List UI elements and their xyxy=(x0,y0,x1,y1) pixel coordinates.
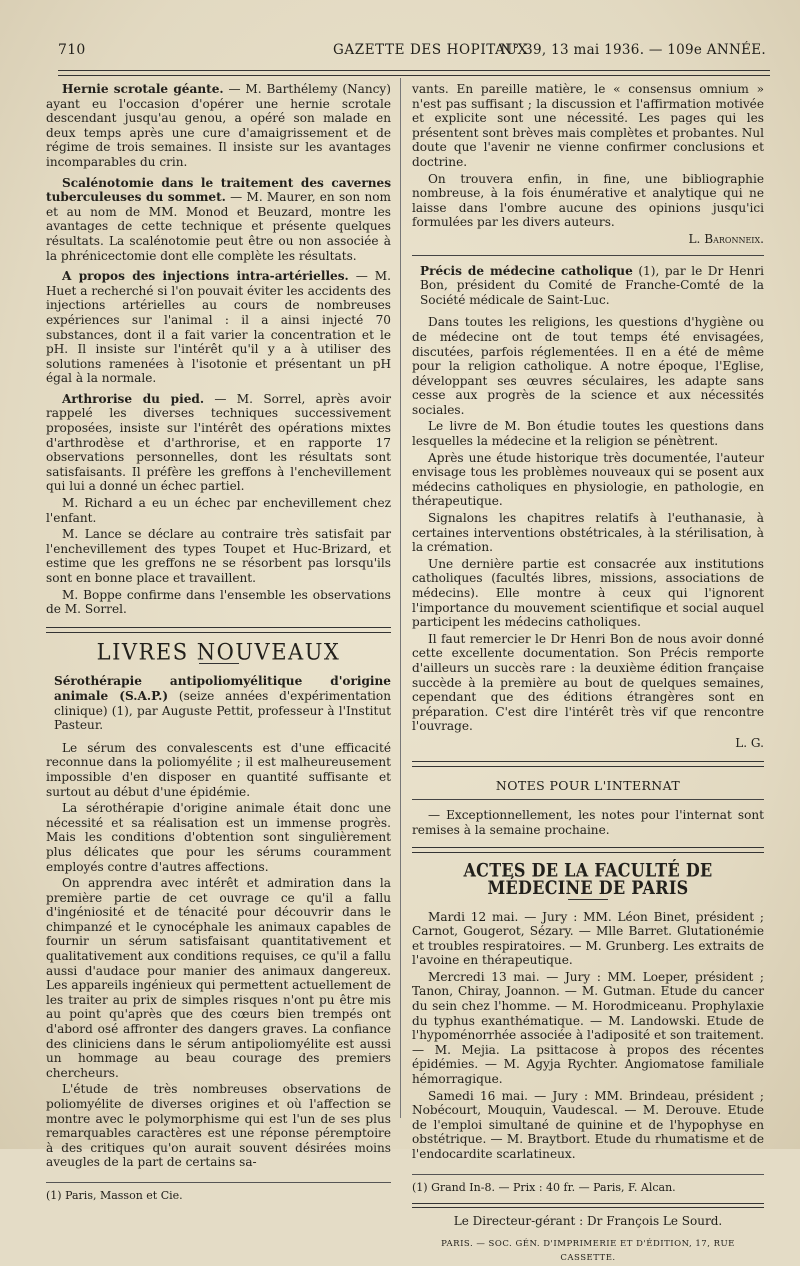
actes-samedi: Samedi 16 mai. — Jury : MM. Brindeau, président ; Nobécourt, Mouquin, Vaudescal. — M. Derouve. Etude de l'emploi simultané de quinine et de l'hypophyse en obstétrique. — M. Braytbort. Etude du rhumatisme et de l'endocardite scarlatineux. xyxy=(412,1088,764,1161)
actes-mardi: Mardi 12 mai. — Jury : MM. Léon Binet, président ; Carnot, Gougerot, Sézary. — Mlle Barret. Glutationémie et troubles respiratoires. — M. Grunberg. Les extraits de l'avoine en thérapeutique. xyxy=(412,909,764,968)
review-separator xyxy=(412,255,764,256)
precis-paragraph-1: Dans toutes les religions, les questions d'hygiène ou de médecine ont de tout temps été envisagées, discutées, parfois réglementées. Il en a été de même pour la religion catholique. A notre époque, l'Eglise, développant ses œuvres séculaires, les adapte sans cesse aux progrès de la science et aux nécessités sociales. xyxy=(412,315,764,417)
review-continuation-1: vants. En pareille matière, le « consensus omnium » n'est pas suffisant ; la discussion et l'affirmation motivée et explicite sont une nécessité. Les pages qui les présentent sont brèves mais complètes et probantes. Nul doute que l'avenir ne vienne confirmer conclusions et doctrine. xyxy=(412,82,764,169)
section-rule xyxy=(46,627,391,633)
book-paragraph-4: L'étude de très nombreuses observations de poliomyélite de diverses origines et où l'affection se montre avec le polymorphisme qui est l'un de ses plus remarquables caractères est une réponse péremptoire à des critiques qu'on aurait souvent désirées moins aveugles de la part de certains sa- xyxy=(46,1082,391,1170)
issue-info: N° 39, 13 mai 1936. — 109e ANNÉE. xyxy=(500,42,766,58)
column-divider xyxy=(400,78,401,1118)
report-injections: A propos des injections intra-artérielles. — M. Huet a recherché si l'on pouvait éviter les accidents des injections artérielles au cours de nombreuses expériences sur l'animal : il a ainsi injecté 70 substances, dont il a fait varier la concentration et le pH. Il insiste sur l'intérêt qu'il y a à utiliser des solutions ramenées à l'isotonie et présentant un pH égal à la normale. xyxy=(46,269,391,386)
book-paragraph-3: On apprendra avec intérêt et admiration dans la première partie de cet ouvrage ce qu'il a fallu d'ingéniosité et de ténacité pour découvrir dans le chimpanzé et le cynocéphale les animaux capables de fournir un sérum satisfaisant quantitativement et qualitativement aux conditions requises, ce qu'il a fallu aussi d'audace pour manier des animaux dangereux. Les appareils ingénieux qui permettent actuellement de les traiter au prix de simples risques n'ont pu être mis au point qu'après que des cœurs bien trempés ont d'abord osé affronter des dangers graves. La confiance des cliniciens dans le sérum antipoliomyélite est aussi un hommage au beau courage des premiers chercheurs. xyxy=(46,876,391,1080)
section-title-notes: NOTES POUR L'INTERNAT xyxy=(495,777,681,793)
review-continuation-2: On trouvera enfin, in fine, une bibliographie nombreuse, à la fois énumérative et analytique qui ne laisse dans l'ombre aucune des opinions jusqu'ici formulées par les divers auteurs. xyxy=(412,171,764,230)
para-boppe: M. Boppe confirme dans l'ensemble les observations de M. Sorrel. xyxy=(46,587,391,617)
actes-underline xyxy=(568,899,608,900)
book-paragraph-2: La sérothérapie d'origine animale était donc une nécessité et sa réalisation est un immense progrès. Mais les conditions d'obtention sont singulièrement plus délicates que pour les sérums couramment employés contre d'autres affections. xyxy=(46,801,391,874)
notes-rule xyxy=(412,799,764,800)
header-rule xyxy=(58,70,770,76)
actes-mercredi: Mercredi 13 mai. — Jury : MM. Loeper, président ; Tanon, Chiray, Joannon. — M. Gutman. Etude du cancer du sein chez l'homme. — M. Horodmiceanu. Prophylaxie du typhus exanthématique. — M. Landowski. Etude de l'hypoménorrhée associée à l'adiposité et son traitement. — M. Mejia. La psittacose à propos des récentes épidémies. — M. Agyja Rychter. Angiomatose familiale hémorragique. xyxy=(412,969,764,1087)
report-scalenotomie: Scalénotomie dans le traitement des cavernes tuberculeuses du sommet. — M. Maurer, en son nom et au nom de MM. Monod et Beuzard, montre les avantages de cette technique et présente quelques résultats. La scalénotomie peut être ou non associée à la phrénicectomie dont elle complète les résultats. xyxy=(46,175,391,263)
para-richard: M. Richard a eu un échec par enchevillement chez l'enfant. xyxy=(46,496,391,525)
page-number: 710 xyxy=(58,42,86,58)
director-line: Le Directeur-gérant : Dr François Le Sourd. xyxy=(453,1214,723,1229)
signature-baronneix: L. Baronneix. xyxy=(688,231,764,246)
imprint-line: PARIS. — SOC. GÉN. D'IMPRIMERIE ET D'ÉDITION, 17, RUE CASSETTE. xyxy=(441,1238,735,1264)
section-title-actes: ACTES DE LA FACULTÉ DE MÉDECINE DE PARIS xyxy=(463,859,713,899)
signature-lg: L. G. xyxy=(735,735,764,750)
precis-paragraph-3: Après une étude historique très documentée, l'auteur envisage tous les problèmes nouveaux qui se posent aux médecins catholiques en physiologie, en pathologie, en thérapeutique. xyxy=(412,450,764,509)
para-lance: M. Lance se déclare au contraire très satisfait par l'enchevillement des types Toupet et Huc-Brizard, et estime que les greffons ne se résorbent pas lorsqu'ils sont en bonne place et travaillent. xyxy=(46,527,391,585)
right-column xyxy=(412,82,764,1266)
footnote-right: (1) Grand In-8. — Prix : 40 fr. — Paris, F. Alcan. xyxy=(412,1174,764,1196)
section-title-livres: LIVRES NOUVEAUX xyxy=(96,639,341,665)
footnote-left: (1) Paris, Masson et Cie. xyxy=(46,1182,391,1204)
book-paragraph-1: Le sérum des convalescents est d'une efficacité reconnue dans la poliomyélite ; il est malheureusement impossible d'en disposer en quantité suffisante et surtout au début d'une épidémie. xyxy=(46,740,391,799)
section-rule-actes xyxy=(412,847,764,853)
footer-rule xyxy=(412,1203,764,1208)
notes-text: — Exceptionnellement, les notes pour l'internat sont remises à la semaine prochaine. xyxy=(412,808,764,837)
section-rule-notes xyxy=(412,761,764,767)
left-column xyxy=(46,82,391,1206)
precis-paragraph-4: Signalons les chapitres relatifs à l'euthanasie, à certaines interventions obstétricales, à la stérilisation, à la crémation. xyxy=(412,511,764,555)
precis-paragraph-2: Le livre de M. Bon étudie toutes les questions dans lesquelles la médecine et la religion se pénètrent. xyxy=(412,419,764,449)
precis-title: Précis de médecine catholique (1), par le Dr Henri Bon, président du Comité de Franche-Comté de la Société médicale de Saint-Luc. xyxy=(420,263,764,307)
report-hernie: Hernie scrotale géante. — M. Barthélemy (Nancy) ayant eu l'occasion d'opérer une hernie scrotale descendant jusqu'au genou, a opéré son malade en deux temps après une cure d'amaigrissement et de régime de trois semaines. Il insiste sur les avantages incomparables du crin. xyxy=(46,82,391,169)
report-arthrorise: Arthrorise du pied. — M. Sorrel, après avoir rappelé les diverses techniques successivement proposées, insiste sur l'intérêt des opérations mixtes d'arthrodèse et d'arthrorise, et en rapporte 17 observations personnelles, dont les résultats sont satisfaisants. Il préfère les greffons à l'enchevillement qui lui a donné un échec partiel. xyxy=(46,391,391,494)
precis-paragraph-5: Une dernière partie est consacrée aux institutions catholiques (facultés libres, missions, associations de médecins). Elle montre à ceux qui l'ignorent l'importance du mouvement scientifique et social auquel participent les médecins catholiques. xyxy=(412,556,764,630)
book-title: Sérothérapie antipoliomyélitique d'origine animale (S.A.P.) (seize années d'expérimentation clinique) (1), par Auguste Pettit, professeur à l'Institut Pasteur. xyxy=(54,674,391,733)
page-header xyxy=(58,40,770,66)
journal-title: GAZETTE DES HOPITAUX xyxy=(333,42,528,58)
precis-paragraph-6: Il faut remercier le Dr Henri Bon de nous avoir donné cette excellente documentation. Son Précis remporte d'ailleurs un succès rare : la deuxième édition française succède à la première au bout de quelques semaines, cependant que des éditions étrangères sont en préparation. C'est dire l'intérêt très vif que rencontre l'ouvrage. xyxy=(412,631,764,734)
